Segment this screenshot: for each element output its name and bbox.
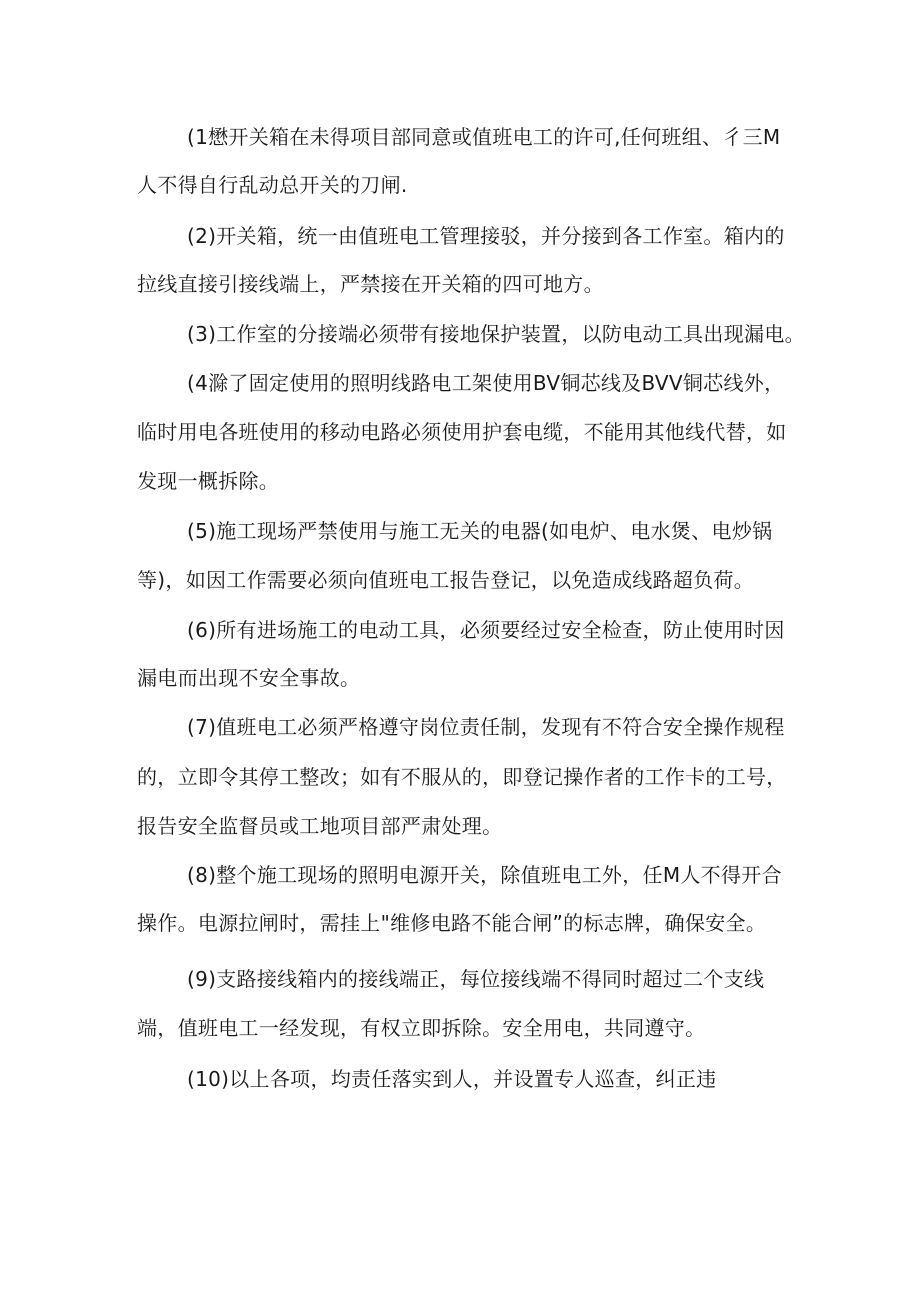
p1-line2: 人不得自行乱动总开关的刀闸. — [137, 173, 408, 197]
p3-line1: (3)工作室的分接端必须带有接地保护装置，以防电动工具出现漏电。 — [187, 322, 805, 346]
p7-line3: 报告安全监督员或工地项目部严肃处理。 — [137, 814, 503, 838]
p2-line2: 拉线直接引接线端上，严禁接在开关箱的四可地方。 — [137, 272, 604, 296]
p4-line1: (4滁了固定使用的照明线路电工架使用BV铜芯线及BVV铜芯线外， — [187, 371, 785, 395]
p5-line2: 等)，如因工作需要必须向值班电工报告登记，以免造成线路超负荷。 — [137, 568, 755, 592]
p4-line3: 发现一概拆除。 — [137, 469, 280, 493]
p4-line2: 临时用电各班使用的移动电路必须使用护套电缆，不能用其他线代替，如 — [137, 420, 787, 444]
p5-line1: (5)施工现场严禁使用与施工无关的电器(如电炉、电水煲、电炒锅 — [187, 519, 773, 543]
p9-line1: (9)支路接线箱内的接线端正，每位接线端不得同时超过二个支线 — [187, 967, 765, 991]
p7-line2: 的，立即令其停工整改；如有不服从的，即登记操作者的工作卡的工号， — [137, 765, 787, 789]
p8-line2: 操作。电源拉闸时，需挂上"维修电路不能合闸”的标志牌，确保安全。 — [137, 911, 767, 935]
p6-line1: (6)所有进场施工的电动工具，必须要经过安全检查，防止使用时因 — [187, 618, 785, 642]
p6-line2: 漏电而出现不安全事故。 — [137, 666, 361, 690]
p8-line1: (8)整个施工现场的照明电源开关，除值班电工外，任M人不得开合 — [187, 863, 782, 887]
p2-line1: (2)开关箱，统一由值班电工管理接驳，并分接到各工作室。箱内的 — [187, 224, 785, 248]
p10-line1: (10)以上各项，均责任落实到人，并设置专人巡查，纠正违 — [187, 1067, 717, 1091]
p1-line1: (1懋开关箱在未得项目部同意或值班电工的许可,任何班组、彳三M — [187, 125, 781, 149]
p9-line2: 端，值班电工一经发现，有权立即拆除。安全用电，共同遵守。 — [137, 1016, 706, 1040]
p7-line1: (7)值班电工必须严格遵守岗位责任制，发现有不符合安全操作规程 — [187, 715, 785, 739]
